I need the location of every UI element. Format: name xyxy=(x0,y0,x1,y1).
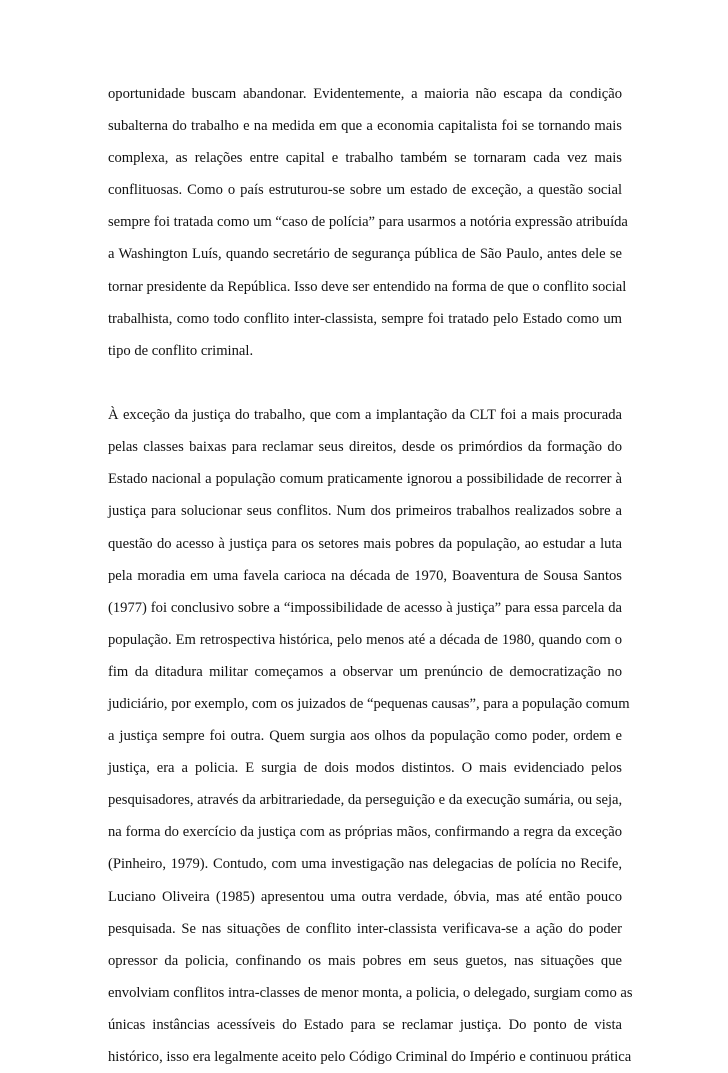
text-line: questão do acesso à justiça para os setores mais pobres da população, ao estudar a luta xyxy=(108,535,622,552)
text-line: oportunidade buscam abandonar. Evidentemente, a maioria não escapa da condição xyxy=(108,86,622,102)
paragraph-spacer xyxy=(108,367,622,399)
text-line: a Washington Luís, quando secretário de segurança pública de São Paulo, antes dele se xyxy=(108,246,622,263)
text-line: tornar presidente da República. Isso deve ser entendido na forma de que o conflito social xyxy=(108,278,627,295)
text-line: Luciano Oliveira (1985) apresentou uma outra verdade, óbvia, mas até então pouco xyxy=(108,888,622,905)
text-line: na forma do exercício da justiça com as próprias mãos, confirmando a regra da exceção xyxy=(108,824,622,841)
document-page xyxy=(108,78,633,1073)
text-line: Estado nacional a população comum praticamente ignorou a possibilidade de recorrer à xyxy=(108,471,622,488)
text-line: justiça para solucionar seus conflitos. Num dos primeiros trabalhos realizados sobre a xyxy=(108,503,622,520)
text-line: (1977) foi conclusivo sobre a “impossibilidade de acesso à justiça” para essa parcela da xyxy=(108,599,622,616)
text-line: população. Em retrospectiva histórica, pelo menos até a década de 1980, quando com o xyxy=(108,631,622,648)
text-line: conflituosas. Como o país estruturou-se sobre um estado de exceção, a questão social xyxy=(108,182,622,199)
text-line: pesquisada. Se nas situações de conflito inter-classista verificava-se a ação do poder xyxy=(108,920,622,937)
text-line: sempre foi tratada como um “caso de polícia” para usarmos a notória expressão atribuída xyxy=(108,214,628,231)
paragraph-1 xyxy=(108,78,628,367)
text-line: tipo de conflito criminal. xyxy=(108,342,254,359)
text-line: únicas instâncias acessíveis do Estado para se reclamar justiça. Do ponto de vista xyxy=(108,1016,622,1033)
text-line: judiciário, por exemplo, com os juizados de “pequenas causas”, para a população comum xyxy=(108,695,630,712)
text-line: trabalhista, como todo conflito inter-classista, sempre foi tratado pelo Estado como um xyxy=(108,310,622,327)
text-line: justiça, era a policia. E surgia de dois modos distintos. O mais evidenciado pelos xyxy=(108,760,622,777)
text-line: opressor da policia, confinando os mais pobres em seus guetos, nas situações que xyxy=(108,952,622,969)
text-line: a justiça sempre foi outra. Quem surgia aos olhos da população como poder, ordem e xyxy=(108,728,622,745)
text-line: pela moradia em uma favela carioca na década de 1970, Boaventura de Sousa Santos xyxy=(108,567,622,584)
text-line: envolviam conflitos intra-classes de menor monta, a policia, o delegado, surgiam como as xyxy=(108,984,633,1001)
text-line: (Pinheiro, 1979). Contudo, com uma investigação nas delegacias de polícia no Recife, xyxy=(108,856,622,873)
text-line: pelas classes baixas para reclamar seus direitos, desde os primórdios da formação do xyxy=(108,439,622,456)
text-line: histórico, isso era legalmente aceito pelo Código Criminal do Império e continuou prática xyxy=(108,1049,632,1066)
text-line: subalterna do trabalho e na medida em que a economia capitalista foi se tornando mais xyxy=(108,118,622,135)
text-line: pesquisadores, através da arbitrariedade, da perseguição e da execução sumária, ou seja, xyxy=(108,792,623,809)
text-line: fim da ditadura militar começamos a observar um prenúncio de democratização no xyxy=(108,663,622,680)
text-line: complexa, as relações entre capital e trabalho também se tornaram cada vez mais xyxy=(108,150,622,167)
paragraph-2 xyxy=(108,399,633,1073)
text-line: À exceção da justiça do trabalho, que com a implantação da CLT foi a mais procurada xyxy=(108,407,622,424)
